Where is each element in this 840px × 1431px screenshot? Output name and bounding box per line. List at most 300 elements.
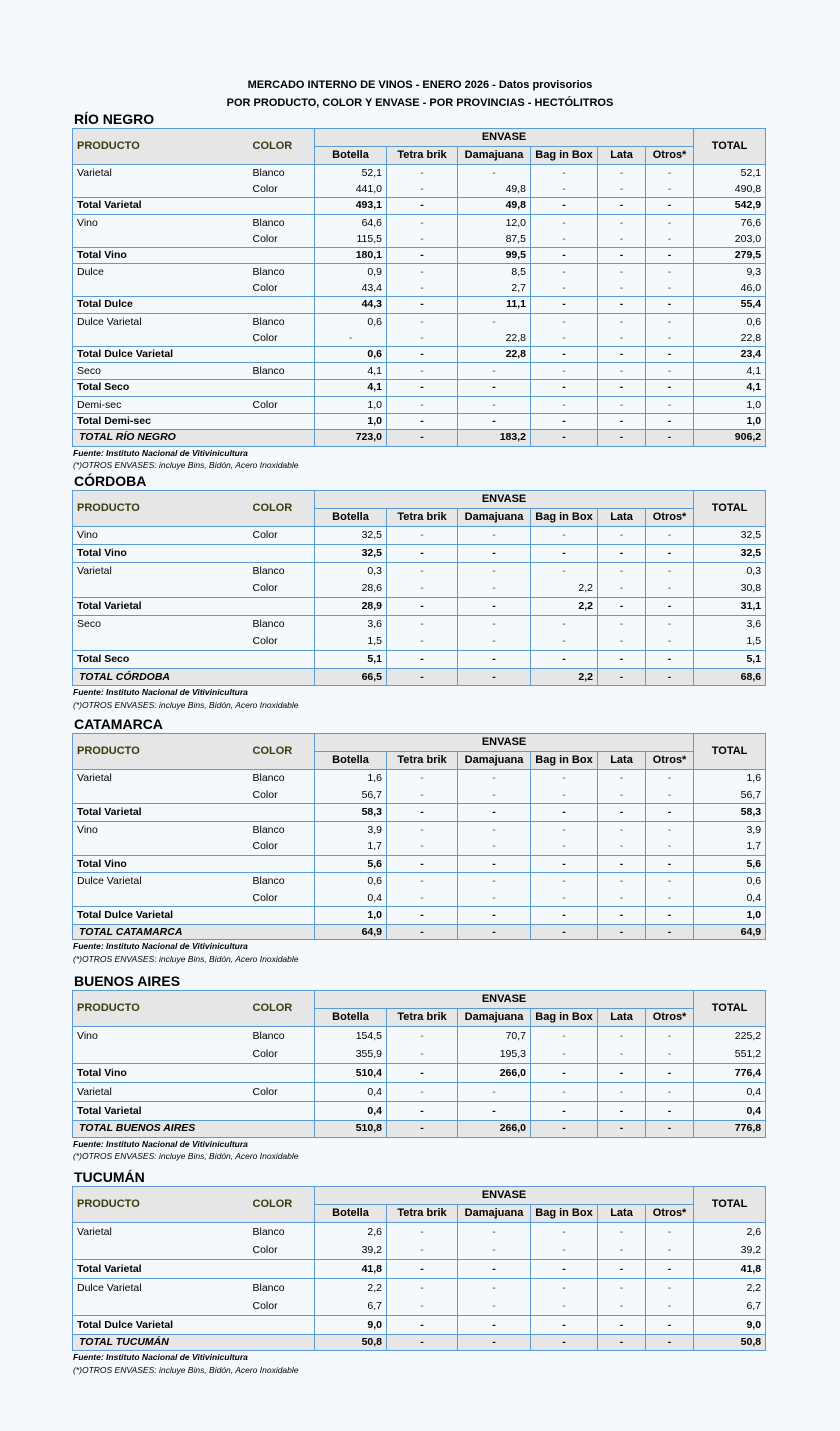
color-cell: Color: [249, 838, 315, 855]
color-cell: Color: [249, 181, 315, 198]
header-color: COLOR: [249, 491, 315, 527]
producto-cell: Total Dulce Varietal: [73, 346, 249, 363]
value-cell: -: [387, 396, 458, 413]
value-cell: -: [646, 838, 694, 855]
value-cell: -: [387, 313, 458, 330]
value-cell: 11,1: [458, 297, 531, 314]
value-cell: -: [458, 1335, 531, 1351]
value-cell: 1,0: [315, 413, 387, 430]
producto-cell: Total Vino: [73, 1064, 249, 1083]
value-cell: -: [646, 821, 694, 838]
footnote-otros: (*)OTROS ENVASES: incluye Bins, Bidón, Acero Inoxidable: [73, 460, 299, 470]
value-cell: 41,8: [315, 1260, 387, 1279]
value-cell: -: [387, 873, 458, 890]
total-cell: 4,1: [694, 363, 766, 380]
value-cell: 44,3: [315, 297, 387, 314]
value-cell: -: [458, 651, 531, 669]
province-section: [72, 716, 765, 965]
header-envase-lata: Lata: [598, 147, 646, 165]
value-cell: 58,3: [315, 804, 387, 822]
value-cell: -: [598, 669, 646, 686]
value-cell: -: [646, 1045, 694, 1064]
value-cell: -: [531, 563, 598, 581]
color-cell: Blanco: [249, 770, 315, 787]
producto-cell: [73, 181, 249, 198]
producto-cell: Varietal: [73, 1223, 249, 1242]
value-cell: -: [531, 1102, 598, 1121]
value-cell: -: [458, 821, 531, 838]
report-title: MERCADO INTERNO DE VINOS - ENERO 2026 - Datos provisorios: [247, 79, 593, 91]
total-cell: 58,3: [694, 804, 766, 822]
value-cell: -: [646, 214, 694, 231]
producto-cell: Total Varietal: [73, 1102, 249, 1121]
header-envase: ENVASE: [315, 1187, 694, 1205]
table-row: [73, 214, 766, 231]
producto-cell: TOTAL CÓRDOBA: [73, 669, 249, 686]
producto-cell: [73, 787, 249, 804]
value-cell: -: [387, 545, 458, 563]
value-cell: -: [387, 264, 458, 281]
subtotal-row: [73, 297, 766, 314]
table-row: [73, 165, 766, 182]
producto-cell: [73, 1045, 249, 1064]
color-cell: [249, 198, 315, 215]
header-producto: PRODUCTO: [73, 129, 249, 165]
total-cell: 50,8: [694, 1335, 766, 1351]
color-cell: Blanco: [249, 873, 315, 890]
value-cell: 2,2: [531, 598, 598, 616]
value-cell: -: [387, 413, 458, 430]
value-cell: -: [387, 1260, 458, 1279]
table-row: [73, 1223, 766, 1242]
value-cell: -: [598, 297, 646, 314]
value-cell: -: [598, 1260, 646, 1279]
table-row: [73, 890, 766, 907]
value-cell: -: [387, 330, 458, 347]
value-cell: -: [531, 821, 598, 838]
value-cell: -: [458, 1223, 531, 1242]
color-cell: [249, 413, 315, 430]
table-row: [73, 838, 766, 855]
value-cell: -: [458, 1102, 531, 1121]
value-cell: -: [458, 770, 531, 787]
value-cell: 2,2: [531, 669, 598, 686]
footnote-source: Fuente: Instituto Nacional de Vitivinicultura: [73, 941, 248, 951]
value-cell: -: [598, 545, 646, 563]
total-cell: 56,7: [694, 787, 766, 804]
value-cell: -: [387, 280, 458, 297]
producto-cell: Varietal: [73, 563, 249, 581]
header-envase: ENVASE: [315, 991, 694, 1009]
value-cell: 32,5: [315, 545, 387, 563]
header-envase-otros: Otros*: [646, 509, 694, 527]
value-cell: -: [598, 1335, 646, 1351]
value-cell: 5,1: [315, 651, 387, 669]
province-table: [72, 990, 766, 1138]
value-cell: 0,3: [315, 563, 387, 581]
total-cell: 0,4: [694, 1102, 766, 1121]
grand-total-row: [73, 669, 766, 686]
value-cell: -: [458, 1083, 531, 1102]
value-cell: -: [531, 633, 598, 651]
value-cell: -: [598, 380, 646, 397]
value-cell: 266,0: [458, 1064, 531, 1083]
producto-cell: Total Varietal: [73, 198, 249, 215]
color-cell: [249, 1121, 315, 1138]
value-cell: 52,1: [315, 165, 387, 182]
producto-cell: Total Vino: [73, 247, 249, 264]
value-cell: 2,2: [531, 580, 598, 598]
value-cell: -: [458, 890, 531, 907]
value-cell: -: [646, 770, 694, 787]
table-row: [73, 563, 766, 581]
value-cell: -: [598, 264, 646, 281]
value-cell: -: [598, 165, 646, 182]
color-cell: [249, 1335, 315, 1351]
table-row: [73, 787, 766, 804]
header-envase-bag-in-box: Bag in Box: [531, 509, 598, 527]
header-envase-otros: Otros*: [646, 147, 694, 165]
footnote-otros: (*)OTROS ENVASES: incluye Bins, Bidón, Acero Inoxidable: [73, 1151, 299, 1161]
value-cell: -: [531, 1121, 598, 1138]
value-cell: -: [531, 413, 598, 430]
value-cell: -: [458, 313, 531, 330]
total-cell: 68,6: [694, 669, 766, 686]
footnote-otros: (*)OTROS ENVASES: incluye Bins, Bidón, Acero Inoxidable: [73, 1364, 299, 1375]
table-row: [73, 313, 766, 330]
value-cell: -: [531, 346, 598, 363]
value-cell: -: [598, 563, 646, 581]
value-cell: -: [598, 1121, 646, 1138]
value-cell: -: [531, 247, 598, 264]
value-cell: -: [598, 198, 646, 215]
subtotal-row: [73, 804, 766, 822]
value-cell: 66,5: [315, 669, 387, 686]
value-cell: 50,8: [315, 1335, 387, 1351]
value-cell: -: [646, 855, 694, 873]
header-producto: PRODUCTO: [73, 1187, 249, 1223]
value-cell: -: [458, 380, 531, 397]
producto-cell: Dulce Varietal: [73, 313, 249, 330]
total-cell: 1,0: [694, 413, 766, 430]
value-cell: -: [646, 1064, 694, 1083]
value-cell: -: [598, 873, 646, 890]
header-total: TOTAL: [694, 1187, 766, 1223]
province-table: [72, 490, 766, 686]
value-cell: -: [531, 527, 598, 545]
color-cell: [249, 1316, 315, 1335]
province-table: [72, 733, 766, 940]
value-cell: -: [646, 280, 694, 297]
value-cell: -: [646, 527, 694, 545]
total-cell: 2,6: [694, 1223, 766, 1242]
header-envase-tetra-brik: Tetra brik: [387, 1009, 458, 1027]
value-cell: -: [531, 804, 598, 822]
color-cell: Blanco: [249, 214, 315, 231]
value-cell: -: [531, 1083, 598, 1102]
value-cell: 87,5: [458, 231, 531, 248]
value-cell: 493,1: [315, 198, 387, 215]
value-cell: -: [646, 1102, 694, 1121]
value-cell: -: [531, 264, 598, 281]
header-envase-tetra-brik: Tetra brik: [387, 509, 458, 527]
value-cell: -: [387, 165, 458, 182]
total-cell: 542,9: [694, 198, 766, 215]
color-cell: [249, 924, 315, 940]
grand-total-row: [73, 924, 766, 940]
value-cell: -: [387, 527, 458, 545]
value-cell: -: [531, 181, 598, 198]
grand-total-row: [73, 1335, 766, 1351]
value-cell: 180,1: [315, 247, 387, 264]
color-cell: Color: [249, 633, 315, 651]
total-cell: 32,5: [694, 545, 766, 563]
value-cell: -: [646, 598, 694, 616]
value-cell: -: [531, 1223, 598, 1242]
table-row: [73, 1027, 766, 1046]
report-subtitle: POR PRODUCTO, COLOR Y ENVASE - POR PROVINCIAS - HECTÓLITROS: [226, 97, 614, 109]
color-cell: [249, 430, 315, 447]
value-cell: 183,2: [458, 430, 531, 447]
subtotal-row: [73, 651, 766, 669]
value-cell: -: [458, 1279, 531, 1298]
color-cell: Blanco: [249, 1027, 315, 1046]
value-cell: -: [598, 396, 646, 413]
value-cell: 56,7: [315, 787, 387, 804]
value-cell: 28,9: [315, 598, 387, 616]
total-cell: 5,1: [694, 651, 766, 669]
value-cell: -: [646, 247, 694, 264]
value-cell: -: [387, 1083, 458, 1102]
header-envase-botella: Botella: [315, 1205, 387, 1223]
total-cell: 5,6: [694, 855, 766, 873]
total-cell: 279,5: [694, 247, 766, 264]
value-cell: 510,4: [315, 1064, 387, 1083]
producto-cell: Seco: [73, 616, 249, 634]
table-row: [73, 330, 766, 347]
value-cell: -: [458, 1316, 531, 1335]
color-cell: [249, 346, 315, 363]
grand-total-row: [73, 430, 766, 447]
header-total: TOTAL: [694, 991, 766, 1027]
value-cell: -: [531, 231, 598, 248]
value-cell: -: [387, 1297, 458, 1316]
province-title: TUCUMÁN: [74, 1169, 145, 1185]
value-cell: -: [458, 907, 531, 925]
table-row: [73, 280, 766, 297]
total-cell: 1,6: [694, 770, 766, 787]
value-cell: -: [598, 1027, 646, 1046]
value-cell: -: [458, 363, 531, 380]
value-cell: -: [531, 165, 598, 182]
value-cell: -: [646, 313, 694, 330]
header-envase-bag-in-box: Bag in Box: [531, 1205, 598, 1223]
value-cell: -: [598, 214, 646, 231]
header-color: COLOR: [249, 1187, 315, 1223]
value-cell: -: [598, 890, 646, 907]
producto-cell: Total Dulce Varietal: [73, 1316, 249, 1335]
value-cell: -: [646, 231, 694, 248]
value-cell: -: [387, 214, 458, 231]
producto-cell: Vino: [73, 1027, 249, 1046]
value-cell: -: [646, 633, 694, 651]
color-cell: [249, 1260, 315, 1279]
color-cell: [249, 247, 315, 264]
value-cell: -: [531, 1279, 598, 1298]
value-cell: 441,0: [315, 181, 387, 198]
header-envase: ENVASE: [315, 491, 694, 509]
value-cell: -: [598, 247, 646, 264]
producto-cell: TOTAL BUENOS AIRES: [73, 1121, 249, 1138]
color-cell: Blanco: [249, 313, 315, 330]
value-cell: 70,7: [458, 1027, 531, 1046]
header-envase: ENVASE: [315, 734, 694, 752]
value-cell: 0,6: [315, 873, 387, 890]
value-cell: -: [531, 1260, 598, 1279]
value-cell: -: [598, 804, 646, 822]
total-cell: 225,2: [694, 1027, 766, 1046]
value-cell: -: [458, 563, 531, 581]
value-cell: -: [598, 231, 646, 248]
value-cell: -: [315, 330, 387, 347]
header-color: COLOR: [249, 991, 315, 1027]
value-cell: -: [598, 430, 646, 447]
value-cell: 4,1: [315, 363, 387, 380]
value-cell: -: [646, 563, 694, 581]
table-row: [73, 873, 766, 890]
value-cell: -: [598, 633, 646, 651]
total-cell: 3,6: [694, 616, 766, 634]
header-envase-otros: Otros*: [646, 1009, 694, 1027]
value-cell: -: [646, 924, 694, 940]
color-cell: Color: [249, 527, 315, 545]
value-cell: 0,4: [315, 1083, 387, 1102]
value-cell: -: [598, 1223, 646, 1242]
value-cell: -: [598, 1045, 646, 1064]
color-cell: [249, 297, 315, 314]
value-cell: -: [646, 1335, 694, 1351]
value-cell: -: [387, 1241, 458, 1260]
value-cell: -: [387, 821, 458, 838]
producto-cell: Total Varietal: [73, 1260, 249, 1279]
subtotal-row: [73, 198, 766, 215]
value-cell: -: [598, 838, 646, 855]
producto-cell: Total Varietal: [73, 804, 249, 822]
color-cell: Color: [249, 787, 315, 804]
color-cell: Color: [249, 280, 315, 297]
total-cell: 76,6: [694, 214, 766, 231]
value-cell: 49,8: [458, 181, 531, 198]
value-cell: -: [598, 1316, 646, 1335]
value-cell: 1,0: [315, 907, 387, 925]
value-cell: 2,6: [315, 1223, 387, 1242]
value-cell: -: [598, 616, 646, 634]
value-cell: 1,5: [315, 633, 387, 651]
total-cell: 9,3: [694, 264, 766, 281]
value-cell: -: [646, 1083, 694, 1102]
value-cell: -: [646, 1260, 694, 1279]
value-cell: -: [531, 1297, 598, 1316]
producto-cell: [73, 280, 249, 297]
value-cell: -: [387, 1335, 458, 1351]
producto-cell: Vino: [73, 527, 249, 545]
header-envase-damajuana: Damajuana: [458, 509, 531, 527]
subtotal-row: [73, 545, 766, 563]
producto-cell: Total Varietal: [73, 598, 249, 616]
total-cell: 0,4: [694, 890, 766, 907]
value-cell: -: [646, 1297, 694, 1316]
value-cell: -: [598, 181, 646, 198]
total-cell: 9,0: [694, 1316, 766, 1335]
province-section: [72, 973, 765, 1163]
value-cell: -: [646, 181, 694, 198]
value-cell: -: [387, 346, 458, 363]
total-cell: 1,0: [694, 396, 766, 413]
value-cell: -: [646, 330, 694, 347]
header-envase-tetra-brik: Tetra brik: [387, 147, 458, 165]
color-cell: Blanco: [249, 363, 315, 380]
value-cell: -: [598, 924, 646, 940]
subtotal-row: [73, 380, 766, 397]
value-cell: -: [598, 1297, 646, 1316]
value-cell: -: [387, 1223, 458, 1242]
value-cell: 195,3: [458, 1045, 531, 1064]
producto-cell: Total Demi-sec: [73, 413, 249, 430]
value-cell: 99,5: [458, 247, 531, 264]
province-section: [72, 111, 765, 472]
value-cell: -: [646, 396, 694, 413]
total-cell: 0,3: [694, 563, 766, 581]
grand-total-row: [73, 1121, 766, 1138]
value-cell: -: [531, 330, 598, 347]
value-cell: 5,6: [315, 855, 387, 873]
header-envase-tetra-brik: Tetra brik: [387, 752, 458, 770]
value-cell: 0,6: [315, 346, 387, 363]
footnote-source: Fuente: Instituto Nacional de Vitivinicultura: [73, 1138, 248, 1149]
value-cell: -: [458, 1241, 531, 1260]
table-row: [73, 580, 766, 598]
table-row: [73, 616, 766, 634]
value-cell: -: [387, 363, 458, 380]
value-cell: -: [387, 633, 458, 651]
value-cell: -: [531, 1335, 598, 1351]
total-cell: 0,4: [694, 1083, 766, 1102]
producto-cell: TOTAL CATAMARCA: [73, 924, 249, 940]
total-cell: 46,0: [694, 280, 766, 297]
value-cell: -: [458, 924, 531, 940]
value-cell: -: [598, 1064, 646, 1083]
value-cell: -: [646, 580, 694, 598]
value-cell: 32,5: [315, 527, 387, 545]
value-cell: -: [531, 890, 598, 907]
header-envase-lata: Lata: [598, 1009, 646, 1027]
table-row: [73, 633, 766, 651]
value-cell: 115,5: [315, 231, 387, 248]
value-cell: -: [531, 396, 598, 413]
value-cell: -: [598, 1102, 646, 1121]
subtotal-row: [73, 598, 766, 616]
table-row: [73, 1297, 766, 1316]
footnote-source: Fuente: Instituto Nacional de Vitivinicultura: [73, 687, 248, 697]
producto-cell: Varietal: [73, 1083, 249, 1102]
color-cell: [249, 598, 315, 616]
color-cell: Blanco: [249, 1279, 315, 1298]
producto-cell: Dulce Varietal: [73, 1279, 249, 1298]
value-cell: 22,8: [458, 330, 531, 347]
province-title: CATAMARCA: [74, 716, 163, 732]
value-cell: -: [598, 363, 646, 380]
value-cell: -: [531, 1241, 598, 1260]
